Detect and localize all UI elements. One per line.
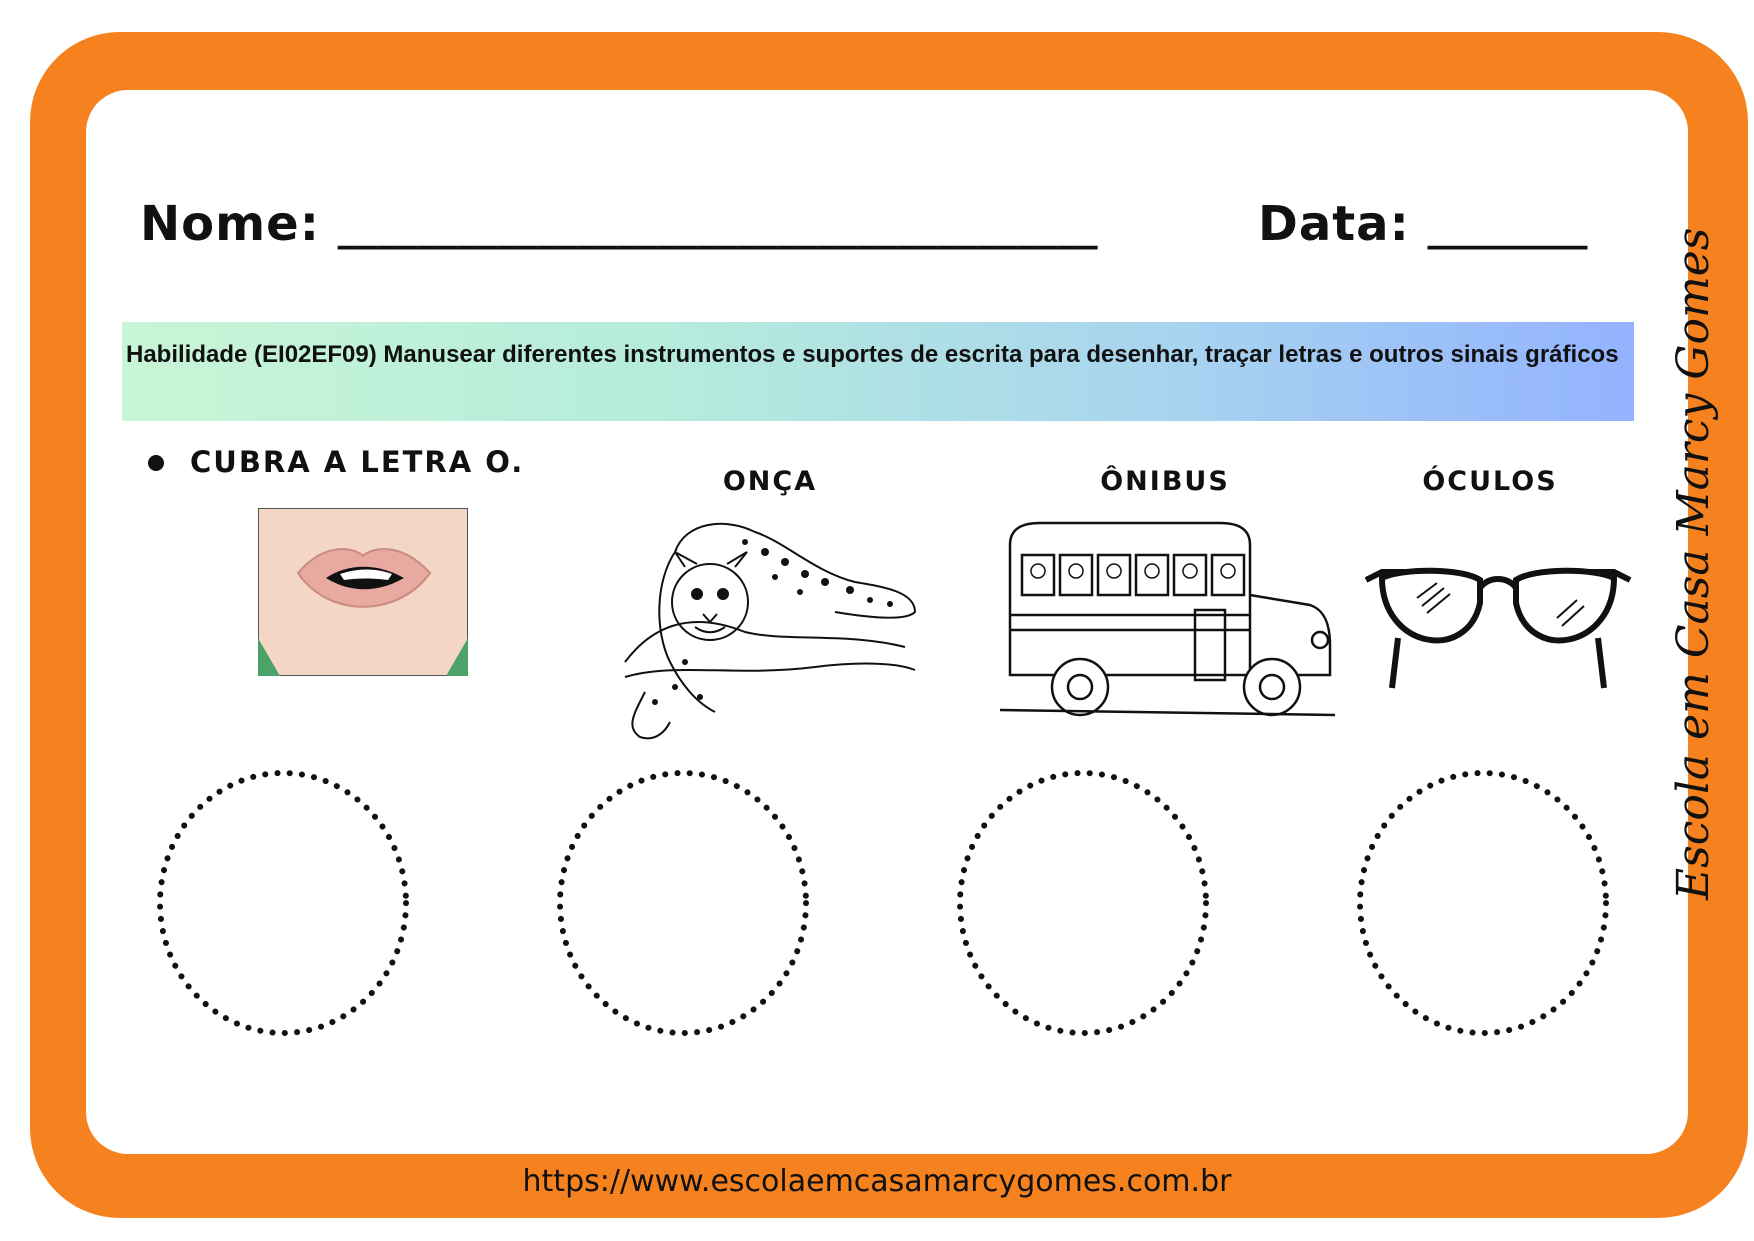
date-blank: ________ xyxy=(1427,204,1588,250)
instruction: CUBRA A LETRA O. xyxy=(190,445,525,479)
bullet-icon xyxy=(148,455,164,471)
word-oculos: ÓCULOS xyxy=(1422,466,1558,497)
name-label: Nome: xyxy=(140,196,320,252)
trace-letter-o-4[interactable] xyxy=(1353,768,1613,1038)
bus-icon xyxy=(1000,515,1335,725)
name-blank: ______________________________________ xyxy=(337,204,1098,250)
glasses-icon xyxy=(1362,558,1634,698)
side-brand: Escola em Casa Marcy Gomes xyxy=(1668,227,1719,900)
jaguar-icon xyxy=(615,512,920,744)
trace-letter-o-2[interactable] xyxy=(553,768,813,1038)
date-field xyxy=(1258,196,1587,252)
word-onca: ONÇA xyxy=(722,466,818,497)
date-label: Data: xyxy=(1258,196,1410,252)
trace-letter-o-3[interactable] xyxy=(953,768,1213,1038)
mouth-image xyxy=(258,508,468,676)
name-field xyxy=(140,196,1098,252)
footer-url[interactable]: https://www.escolaemcasamarcygomes.com.br xyxy=(522,1164,1232,1199)
word-onibus: ÔNIBUS xyxy=(1100,466,1230,497)
trace-letter-o-1[interactable] xyxy=(153,768,413,1038)
skill-text: Habilidade (EI02EF09) Manusear diferentes instrumentos e suportes de escrita para desenhar, traçar letras e outros sinais gráficos xyxy=(126,341,1619,368)
